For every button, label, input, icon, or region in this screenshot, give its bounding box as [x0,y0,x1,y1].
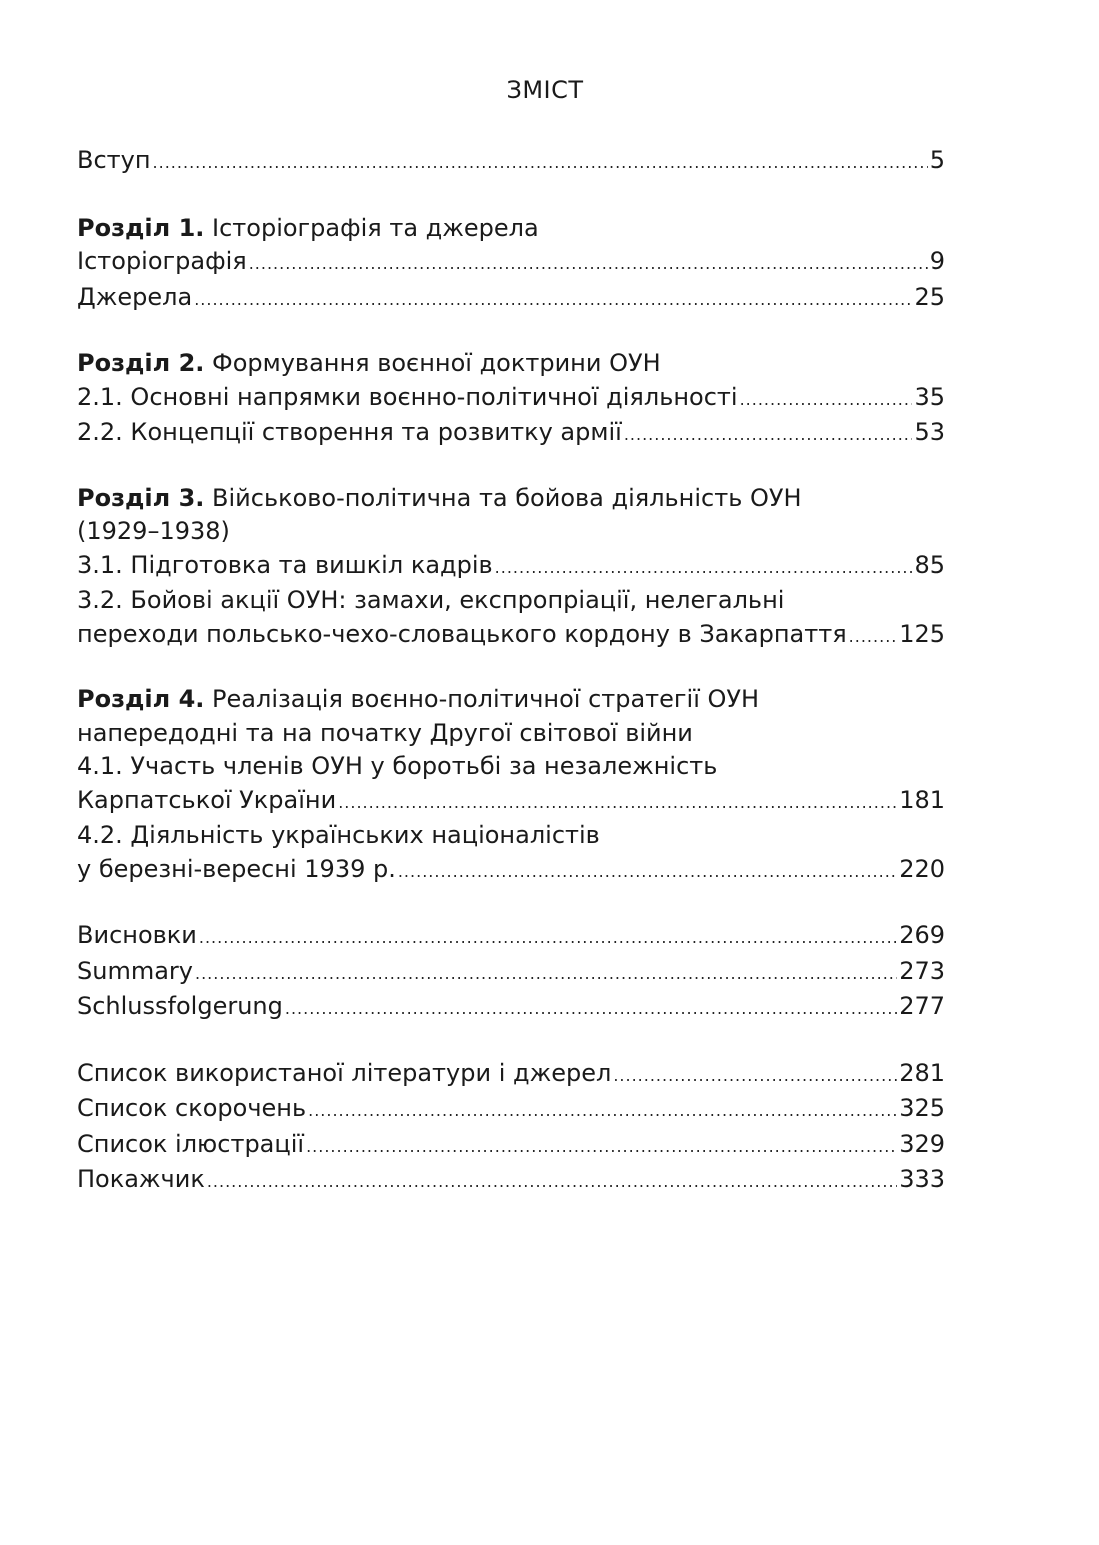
toc-entry-illustrations[interactable] [77,1128,945,1164]
toc-entry-index[interactable] [77,1163,945,1199]
toc-entry-label: Історіографія [77,247,247,275]
dot-leader [398,855,897,889]
toc-entry-page: 85 [914,550,945,579]
dot-leader [849,620,898,654]
dot-leader [199,921,897,955]
toc-entry-label: Список використаної літератури і джерел [77,1058,612,1087]
toc-entry-intro[interactable] [77,144,945,180]
dot-leader [207,1165,897,1199]
toc-entry-page: 220 [899,854,945,883]
toc-entry-label: Джерела [77,282,193,311]
chapter-title: Формування воєнної доктрини ОУН [212,349,661,377]
toc-entry-label: Summary [77,956,193,985]
chapter-title-continuation: (1929–1938) [77,517,230,545]
dot-leader [740,383,913,417]
toc-entry-label: Список ілюстрації [77,1129,305,1158]
toc-entry-page: 5 [929,146,945,174]
dot-leader [308,1094,897,1128]
toc-entry[interactable] [77,618,945,654]
toc-entry-page: 281 [899,1058,945,1087]
toc-entry-page: 9 [929,247,945,275]
toc-entry-page: 325 [899,1094,945,1122]
dot-leader [194,283,912,317]
toc-entry-page: 273 [899,956,945,985]
toc-entry-summary[interactable] [77,955,945,991]
chapter-heading-4 [77,683,945,717]
toc-entry-page: 53 [914,418,945,446]
dot-leader [338,786,897,820]
toc-entry-label: 2.2. Концепції створення та розвитку армії [77,418,622,446]
toc-entry-label: Вступ [77,146,151,174]
page-title: ЗМІСТ [506,76,584,104]
toc-entry[interactable] [77,784,945,820]
chapter-prefix: Розділ 3. [77,483,205,512]
chapter-prefix: Розділ 2. [77,349,205,377]
toc-entry-label: Список скорочень [77,1094,307,1122]
toc-entry-conclusions[interactable] [77,919,945,955]
toc-entry-page: 329 [899,1129,945,1158]
toc-entry-label: 2.1. Основні напрямки воєнно-політичної діяльності [77,382,738,411]
chapter-heading-2 [77,347,945,381]
toc-entry-label-line1: 4.2. Діяльність українських націоналістів [77,821,600,849]
toc-entry[interactable] [77,549,945,585]
toc-entry-page: 277 [899,992,945,1020]
dot-leader [495,551,913,585]
toc-entry-page: 269 [899,921,945,949]
chapter-title-continuation: напередодні та на початку Другої світової війни [77,718,693,747]
chapter-title: Історіографія та джерела [212,213,539,242]
toc-entry-label: переходи польсько-чехо-словацького кордону в Закарпаття [77,619,847,648]
toc-entry[interactable] [77,245,945,281]
toc-entry-label-line1: 4.1. Участь членів ОУН у боротьбі за незалежність [77,752,718,780]
toc-entry-label: Висновки [77,921,197,949]
dot-leader [195,957,897,991]
toc-entry-page: 181 [899,785,945,814]
toc-entry-bibliography[interactable] [77,1057,945,1093]
toc-entry[interactable] [77,416,945,452]
toc-entry[interactable] [77,381,945,417]
toc-entry[interactable] [77,281,945,317]
toc-entry-label: у березні-вересні 1939 р. [77,854,396,883]
dot-leader [249,247,928,281]
toc-entry-page: 125 [899,619,945,648]
toc-entry-label: Покажчик [77,1165,205,1193]
toc-entry-label: 3.1. Підготовка та вишкіл кадрів [77,550,493,579]
chapter-title: Військово-політична та бойова діяльність ОУН [212,483,802,512]
chapter-prefix: Розділ 1. [77,213,205,242]
toc-entry-label-line1: 3.2. Бойові акції ОУН: замахи, експропріації, нелегальні [77,586,785,614]
toc-entry[interactable] [77,853,945,889]
dot-leader [285,992,897,1026]
table-of-contents [77,144,945,1199]
toc-entry-page: 333 [899,1165,945,1193]
toc-entry-schlussfolgerung[interactable] [77,990,945,1026]
dot-leader [153,146,928,180]
toc-entry-abbreviations[interactable] [77,1092,945,1128]
dot-leader [613,1059,897,1093]
toc-entry-label: Карпатської України [77,785,337,814]
chapter-heading-1 [77,212,945,246]
toc-entry-page: 35 [914,382,945,411]
dot-leader [624,418,913,452]
chapter-heading-3 [77,482,945,516]
toc-entry-page: 25 [914,282,945,311]
toc-entry-label: Schlussfolgerung [77,992,283,1020]
chapter-title: Реалізація воєнно-політичної стратегії ОУН [212,685,760,713]
chapter-prefix: Розділ 4. [77,685,205,713]
dot-leader [306,1130,897,1164]
